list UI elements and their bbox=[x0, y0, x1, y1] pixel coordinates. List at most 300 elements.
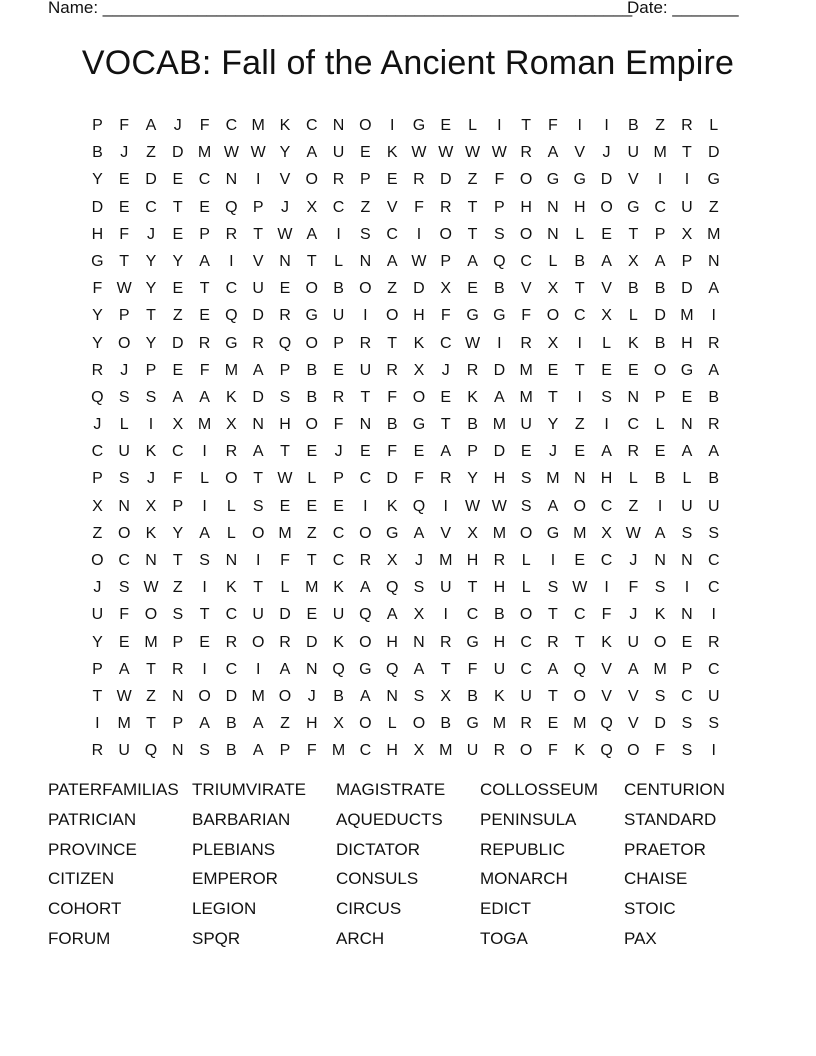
grid-letter[interactable]: P bbox=[654, 388, 666, 406]
grid-letter[interactable]: E bbox=[306, 443, 318, 461]
grid-letter[interactable]: F bbox=[548, 742, 558, 760]
grid-letter[interactable]: T bbox=[306, 552, 317, 569]
grid-letter[interactable]: X bbox=[226, 416, 237, 434]
grid-letter[interactable]: C bbox=[681, 687, 693, 705]
grid-letter[interactable]: R bbox=[707, 334, 720, 352]
grid-letter[interactable]: A bbox=[199, 715, 210, 733]
grid-letter[interactable]: G bbox=[707, 171, 720, 189]
grid-letter[interactable]: N bbox=[305, 660, 318, 678]
grid-letter[interactable]: R bbox=[252, 334, 264, 352]
grid-letter[interactable]: J bbox=[146, 225, 155, 243]
grid-letter[interactable]: T bbox=[172, 552, 183, 569]
grid-letter[interactable]: W bbox=[491, 497, 507, 515]
grid-letter[interactable]: U bbox=[252, 606, 264, 624]
grid-letter[interactable]: U bbox=[707, 497, 720, 515]
grid-letter[interactable]: K bbox=[467, 388, 478, 406]
grid-letter[interactable]: P bbox=[118, 307, 130, 325]
grid-letter[interactable]: C bbox=[600, 552, 613, 569]
grid-letter[interactable]: G bbox=[627, 198, 640, 216]
grid-letter[interactable]: S bbox=[145, 388, 157, 406]
grid-letter[interactable]: A bbox=[386, 606, 398, 624]
grid-letter[interactable]: O bbox=[144, 606, 158, 624]
grid-letter[interactable]: L bbox=[200, 470, 210, 488]
grid-letter[interactable]: X bbox=[92, 497, 103, 515]
grid-letter[interactable]: N bbox=[681, 416, 693, 434]
grid-letter[interactable]: W bbox=[411, 252, 427, 270]
grid-letter[interactable]: P bbox=[199, 225, 210, 243]
grid-letter[interactable]: I bbox=[95, 715, 100, 733]
grid-letter[interactable]: S bbox=[172, 606, 184, 624]
grid-letter[interactable]: Z bbox=[172, 307, 183, 325]
grid-letter[interactable]: M bbox=[492, 715, 507, 733]
grid-letter[interactable]: P bbox=[172, 497, 184, 515]
grid-letter[interactable]: T bbox=[146, 660, 156, 678]
grid-letter[interactable]: M bbox=[492, 524, 507, 542]
grid-letter[interactable]: H bbox=[600, 470, 613, 488]
grid-letter[interactable]: E bbox=[279, 280, 291, 298]
grid-letter[interactable]: X bbox=[172, 416, 184, 434]
grid-letter[interactable]: T bbox=[119, 252, 130, 270]
grid-letter[interactable]: A bbox=[252, 361, 264, 379]
grid-letter[interactable]: D bbox=[305, 633, 318, 651]
grid-letter[interactable]: K bbox=[601, 633, 612, 651]
grid-letter[interactable]: C bbox=[707, 579, 720, 597]
grid-letter[interactable]: M bbox=[707, 225, 721, 243]
grid-letter[interactable]: P bbox=[494, 198, 505, 216]
grid-letter[interactable]: J bbox=[93, 579, 102, 597]
grid-letter[interactable]: A bbox=[601, 252, 612, 270]
grid-letter[interactable]: L bbox=[521, 552, 531, 569]
grid-letter[interactable]: F bbox=[440, 307, 451, 325]
grid-letter[interactable]: L bbox=[280, 579, 290, 597]
grid-letter[interactable]: V bbox=[628, 715, 639, 733]
grid-letter[interactable]: G bbox=[680, 361, 694, 379]
grid-letter[interactable]: N bbox=[252, 416, 264, 434]
grid-letter[interactable]: F bbox=[119, 606, 130, 624]
grid-letter[interactable]: A bbox=[145, 117, 157, 134]
grid-letter[interactable]: W bbox=[625, 524, 641, 542]
grid-letter[interactable]: C bbox=[627, 416, 640, 434]
grid-letter[interactable]: A bbox=[252, 443, 264, 461]
grid-letter[interactable]: N bbox=[225, 552, 238, 569]
grid-letter[interactable]: L bbox=[468, 117, 477, 134]
grid-letter[interactable]: W bbox=[277, 225, 293, 243]
grid-letter[interactable]: B bbox=[92, 144, 103, 162]
grid-letter[interactable]: T bbox=[521, 117, 532, 134]
grid-letter[interactable]: N bbox=[627, 388, 640, 406]
grid-letter[interactable]: R bbox=[332, 388, 345, 406]
grid-letter[interactable]: A bbox=[494, 388, 505, 406]
grid-letter[interactable]: M bbox=[653, 144, 667, 162]
grid-letter[interactable]: R bbox=[707, 416, 720, 434]
grid-letter[interactable]: A bbox=[252, 742, 264, 760]
grid-letter[interactable]: Z bbox=[387, 280, 398, 298]
grid-letter[interactable]: E bbox=[172, 280, 184, 298]
grid-letter[interactable]: U bbox=[493, 660, 506, 678]
grid-letter[interactable]: P bbox=[467, 443, 478, 461]
grid-letter[interactable]: F bbox=[119, 117, 130, 134]
grid-letter[interactable]: F bbox=[494, 171, 505, 189]
grid-letter[interactable]: N bbox=[118, 497, 130, 515]
grid-letter[interactable]: E bbox=[601, 225, 612, 243]
grid-letter[interactable]: D bbox=[145, 171, 157, 189]
grid-letter[interactable]: S bbox=[520, 470, 532, 488]
grid-letter[interactable]: G bbox=[546, 171, 560, 189]
grid-letter[interactable]: T bbox=[548, 687, 558, 705]
grid-letter[interactable]: X bbox=[601, 307, 612, 325]
grid-letter[interactable]: L bbox=[575, 225, 585, 243]
grid-letter[interactable]: E bbox=[440, 388, 452, 406]
grid-letter[interactable]: B bbox=[306, 361, 318, 379]
grid-letter[interactable]: Y bbox=[467, 470, 478, 488]
grid-letter[interactable]: F bbox=[655, 742, 666, 760]
grid-letter[interactable]: O bbox=[600, 198, 613, 216]
grid-letter[interactable]: D bbox=[493, 443, 506, 461]
grid-letter[interactable]: G bbox=[412, 416, 426, 434]
grid-letter[interactable]: M bbox=[653, 660, 667, 678]
grid-letter[interactable]: L bbox=[226, 497, 236, 515]
grid-letter[interactable]: S bbox=[601, 388, 612, 406]
grid-letter[interactable]: R bbox=[225, 443, 238, 461]
grid-letter[interactable]: E bbox=[333, 497, 344, 515]
grid-letter[interactable]: A bbox=[118, 660, 130, 678]
grid-letter[interactable]: I bbox=[443, 606, 448, 624]
grid-letter[interactable]: V bbox=[628, 687, 639, 705]
grid-letter[interactable]: I bbox=[604, 416, 609, 434]
grid-letter[interactable]: S bbox=[252, 497, 264, 515]
grid-letter[interactable]: J bbox=[629, 606, 638, 624]
grid-letter[interactable]: P bbox=[654, 225, 666, 243]
grid-letter[interactable]: C bbox=[573, 307, 586, 325]
grid-letter[interactable]: L bbox=[307, 470, 317, 488]
grid-letter[interactable]: S bbox=[681, 742, 693, 760]
grid-letter[interactable]: O bbox=[91, 552, 104, 569]
grid-letter[interactable]: X bbox=[413, 742, 425, 760]
grid-letter[interactable]: U bbox=[118, 443, 130, 461]
grid-letter[interactable]: A bbox=[360, 687, 371, 705]
grid-letter[interactable]: C bbox=[172, 443, 184, 461]
grid-letter[interactable]: Q bbox=[412, 497, 426, 515]
grid-letter[interactable]: D bbox=[681, 280, 693, 298]
grid-letter[interactable]: Q bbox=[573, 660, 586, 678]
grid-letter[interactable]: B bbox=[708, 388, 720, 406]
grid-letter[interactable]: J bbox=[120, 144, 129, 162]
grid-letter[interactable]: A bbox=[681, 443, 693, 461]
grid-letter[interactable]: M bbox=[492, 416, 507, 434]
grid-letter[interactable]: O bbox=[305, 280, 318, 298]
grid-letter[interactable]: T bbox=[574, 361, 585, 379]
grid-letter[interactable]: O bbox=[359, 633, 372, 651]
grid-letter[interactable]: K bbox=[145, 524, 157, 542]
grid-letter[interactable]: Q bbox=[600, 715, 613, 733]
grid-letter[interactable]: N bbox=[332, 117, 345, 134]
grid-letter[interactable]: D bbox=[172, 144, 184, 162]
grid-letter[interactable]: S bbox=[708, 524, 720, 542]
grid-letter[interactable]: F bbox=[601, 606, 612, 624]
grid-letter[interactable]: J bbox=[602, 144, 611, 162]
grid-letter[interactable]: S bbox=[520, 497, 532, 515]
grid-letter[interactable]: J bbox=[441, 361, 450, 379]
grid-letter[interactable]: G bbox=[91, 252, 104, 270]
grid-letter[interactable]: G bbox=[225, 334, 238, 352]
grid-letter[interactable]: Q bbox=[493, 252, 506, 270]
grid-letter[interactable]: U bbox=[627, 633, 640, 651]
grid-letter[interactable]: B bbox=[654, 334, 666, 352]
grid-letter[interactable]: N bbox=[172, 742, 184, 760]
grid-letter[interactable]: O bbox=[359, 117, 372, 134]
grid-letter[interactable]: R bbox=[439, 633, 452, 651]
grid-letter[interactable]: H bbox=[386, 742, 398, 760]
grid-letter[interactable]: C bbox=[225, 280, 238, 298]
grid-letter[interactable]: T bbox=[387, 334, 398, 352]
grid-letter[interactable]: Y bbox=[92, 171, 103, 189]
grid-letter[interactable]: T bbox=[360, 388, 371, 406]
grid-letter[interactable]: B bbox=[654, 470, 666, 488]
grid-letter[interactable]: O bbox=[519, 225, 533, 243]
grid-letter[interactable]: U bbox=[466, 742, 479, 760]
grid-letter[interactable]: I bbox=[389, 117, 395, 134]
grid-letter[interactable]: P bbox=[92, 470, 103, 488]
grid-letter[interactable]: O bbox=[359, 715, 372, 733]
grid-letter[interactable]: G bbox=[385, 524, 399, 542]
grid-letter[interactable]: J bbox=[414, 552, 423, 569]
grid-letter[interactable]: A bbox=[199, 524, 210, 542]
grid-letter[interactable]: I bbox=[711, 606, 716, 624]
grid-letter[interactable]: Z bbox=[467, 171, 478, 189]
grid-letter[interactable]: B bbox=[333, 280, 344, 298]
grid-letter[interactable]: X bbox=[413, 606, 425, 624]
grid-letter[interactable]: P bbox=[145, 361, 157, 379]
grid-letter[interactable]: W bbox=[411, 144, 427, 162]
grid-letter[interactable]: H bbox=[91, 225, 104, 243]
grid-letter[interactable]: J bbox=[307, 687, 316, 705]
grid-letter[interactable]: E bbox=[413, 443, 425, 461]
grid-letter[interactable]: Y bbox=[92, 334, 103, 352]
grid-letter[interactable]: V bbox=[601, 687, 612, 705]
grid-letter[interactable]: T bbox=[467, 579, 478, 597]
grid-letter[interactable]: G bbox=[359, 660, 372, 678]
grid-letter[interactable]: M bbox=[519, 361, 533, 379]
grid-letter[interactable]: Y bbox=[172, 524, 184, 542]
grid-letter[interactable]: U bbox=[520, 687, 532, 705]
grid-letter[interactable]: T bbox=[467, 198, 478, 216]
grid-letter[interactable]: T bbox=[574, 633, 585, 651]
grid-letter[interactable]: E bbox=[333, 361, 344, 379]
grid-letter[interactable]: I bbox=[604, 579, 609, 597]
grid-letter[interactable]: N bbox=[145, 552, 157, 569]
grid-letter[interactable]: C bbox=[225, 660, 238, 678]
grid-letter[interactable]: T bbox=[440, 660, 451, 678]
grid-letter[interactable]: R bbox=[359, 552, 372, 569]
grid-letter[interactable]: A bbox=[547, 497, 559, 515]
grid-letter[interactable]: J bbox=[93, 416, 102, 434]
name-field[interactable]: Name: ________________________________________________________ bbox=[48, 0, 633, 17]
grid-letter[interactable]: D bbox=[279, 606, 291, 624]
grid-letter[interactable]: S bbox=[118, 579, 130, 597]
grid-letter[interactable]: K bbox=[628, 334, 639, 352]
grid-letter[interactable]: H bbox=[466, 552, 479, 569]
grid-letter[interactable]: C bbox=[466, 606, 479, 624]
grid-letter[interactable]: O bbox=[305, 334, 318, 352]
grid-letter[interactable]: V bbox=[386, 198, 398, 216]
grid-letter[interactable]: T bbox=[146, 307, 156, 325]
grid-letter[interactable]: L bbox=[628, 470, 638, 488]
grid-letter[interactable]: S bbox=[681, 715, 693, 733]
grid-letter[interactable]: A bbox=[413, 660, 425, 678]
grid-letter[interactable]: B bbox=[226, 742, 237, 760]
grid-letter[interactable]: C bbox=[332, 198, 345, 216]
grid-letter[interactable]: R bbox=[91, 742, 104, 760]
grid-letter[interactable]: E bbox=[601, 361, 612, 379]
grid-letter[interactable]: O bbox=[653, 361, 667, 379]
grid-letter[interactable]: I bbox=[416, 225, 422, 243]
grid-letter[interactable]: U bbox=[439, 579, 452, 597]
grid-letter[interactable]: P bbox=[279, 361, 291, 379]
grid-letter[interactable]: F bbox=[119, 225, 130, 243]
grid-letter[interactable]: E bbox=[654, 443, 666, 461]
grid-letter[interactable]: P bbox=[440, 252, 452, 270]
grid-letter[interactable]: X bbox=[440, 280, 452, 298]
grid-letter[interactable]: Z bbox=[574, 416, 585, 434]
grid-letter[interactable]: E bbox=[118, 171, 130, 189]
grid-letter[interactable]: I bbox=[255, 552, 261, 569]
grid-letter[interactable]: D bbox=[654, 307, 666, 325]
grid-letter[interactable]: A bbox=[628, 660, 639, 678]
grid-letter[interactable]: B bbox=[628, 280, 639, 298]
grid-letter[interactable]: V bbox=[601, 660, 612, 678]
grid-letter[interactable]: S bbox=[708, 715, 720, 733]
grid-letter[interactable]: G bbox=[466, 715, 479, 733]
grid-letter[interactable]: D bbox=[413, 280, 425, 298]
grid-letter[interactable]: T bbox=[92, 687, 103, 705]
grid-letter[interactable]: T bbox=[172, 198, 183, 216]
grid-letter[interactable]: J bbox=[173, 117, 182, 134]
grid-letter[interactable]: R bbox=[279, 307, 291, 325]
grid-letter[interactable]: I bbox=[577, 117, 582, 134]
grid-letter[interactable]: O bbox=[305, 416, 318, 434]
grid-letter[interactable]: P bbox=[92, 660, 103, 678]
grid-letter[interactable]: M bbox=[305, 579, 319, 597]
grid-letter[interactable]: F bbox=[467, 660, 478, 678]
grid-letter[interactable]: N bbox=[386, 687, 398, 705]
grid-letter[interactable]: F bbox=[387, 388, 398, 406]
grid-letter[interactable]: M bbox=[573, 715, 587, 733]
grid-letter[interactable]: U bbox=[118, 742, 130, 760]
grid-letter[interactable]: U bbox=[520, 416, 532, 434]
grid-letter[interactable]: C bbox=[707, 552, 720, 569]
grid-letter[interactable]: G bbox=[493, 307, 506, 325]
grid-letter[interactable]: F bbox=[280, 552, 290, 569]
grid-letter[interactable]: K bbox=[574, 742, 586, 760]
grid-letter[interactable]: K bbox=[494, 687, 505, 705]
grid-letter[interactable]: U bbox=[91, 606, 104, 624]
grid-letter[interactable]: O bbox=[546, 307, 560, 325]
grid-letter[interactable]: L bbox=[655, 416, 665, 434]
grid-letter[interactable]: J bbox=[548, 443, 557, 461]
grid-letter[interactable]: L bbox=[628, 307, 638, 325]
grid-letter[interactable]: E bbox=[199, 633, 210, 651]
grid-letter[interactable]: O bbox=[359, 280, 372, 298]
grid-letter[interactable]: S bbox=[494, 225, 505, 243]
grid-letter[interactable]: X bbox=[628, 252, 639, 270]
grid-letter[interactable]: I bbox=[711, 307, 716, 325]
grid-letter[interactable]: O bbox=[653, 633, 667, 651]
grid-letter[interactable]: F bbox=[199, 361, 210, 379]
grid-letter[interactable]: M bbox=[331, 742, 346, 760]
grid-letter[interactable]: R bbox=[225, 633, 238, 651]
grid-letter[interactable]: T bbox=[253, 225, 264, 243]
grid-letter[interactable]: H bbox=[413, 307, 425, 325]
grid-letter[interactable]: N bbox=[359, 252, 372, 270]
grid-letter[interactable]: H bbox=[520, 198, 532, 216]
grid-letter[interactable]: Q bbox=[600, 742, 613, 760]
grid-letter[interactable]: W bbox=[277, 470, 293, 488]
grid-letter[interactable]: C bbox=[332, 552, 345, 569]
grid-letter[interactable]: O bbox=[412, 388, 426, 406]
grid-letter[interactable]: R bbox=[279, 633, 291, 651]
grid-letter[interactable]: S bbox=[413, 579, 425, 597]
grid-letter[interactable]: S bbox=[118, 470, 130, 488]
grid-letter[interactable]: J bbox=[146, 470, 155, 488]
grid-letter[interactable]: I bbox=[497, 334, 502, 352]
grid-letter[interactable]: M bbox=[144, 633, 158, 651]
grid-letter[interactable]: O bbox=[225, 470, 238, 488]
grid-letter[interactable]: L bbox=[682, 470, 692, 488]
grid-letter[interactable]: F bbox=[172, 470, 183, 488]
grid-letter[interactable]: O bbox=[117, 524, 131, 542]
grid-letter[interactable]: D bbox=[439, 171, 452, 189]
grid-letter[interactable]: A bbox=[360, 579, 371, 597]
grid-letter[interactable]: E bbox=[574, 443, 586, 461]
grid-letter[interactable]: S bbox=[681, 524, 693, 542]
grid-letter[interactable]: N bbox=[573, 470, 586, 488]
grid-letter[interactable]: U bbox=[332, 307, 345, 325]
grid-letter[interactable]: M bbox=[573, 524, 587, 542]
grid-letter[interactable]: A bbox=[601, 443, 612, 461]
grid-letter[interactable]: Q bbox=[225, 198, 238, 216]
grid-letter[interactable]: Z bbox=[655, 117, 666, 134]
grid-letter[interactable]: I bbox=[577, 388, 582, 406]
grid-letter[interactable]: Y bbox=[92, 633, 103, 651]
grid-letter[interactable]: H bbox=[386, 633, 398, 651]
grid-letter[interactable]: V bbox=[601, 280, 612, 298]
grid-letter[interactable]: B bbox=[467, 416, 478, 434]
grid-letter[interactable]: O bbox=[251, 633, 265, 651]
grid-letter[interactable]: D bbox=[386, 470, 398, 488]
grid-letter[interactable]: I bbox=[202, 497, 207, 515]
grid-letter[interactable]: A bbox=[440, 443, 452, 461]
grid-letter[interactable]: I bbox=[684, 171, 690, 189]
grid-letter[interactable]: B bbox=[494, 280, 505, 298]
grid-letter[interactable]: B bbox=[628, 117, 639, 134]
grid-letter[interactable]: L bbox=[709, 117, 719, 134]
grid-letter[interactable]: P bbox=[252, 198, 264, 216]
grid-letter[interactable]: G bbox=[466, 307, 479, 325]
grid-letter[interactable]: R bbox=[91, 361, 104, 379]
grid-letter[interactable]: O bbox=[278, 687, 292, 705]
grid-letter[interactable]: P bbox=[333, 470, 344, 488]
grid-letter[interactable]: T bbox=[253, 470, 264, 488]
grid-letter[interactable]: I bbox=[657, 171, 663, 189]
grid-letter[interactable]: F bbox=[414, 470, 424, 488]
grid-letter[interactable]: U bbox=[681, 497, 693, 515]
grid-letter[interactable]: L bbox=[387, 715, 397, 733]
grid-letter[interactable]: C bbox=[225, 606, 238, 624]
grid-letter[interactable]: T bbox=[199, 280, 210, 298]
grid-letter[interactable]: O bbox=[412, 715, 426, 733]
grid-letter[interactable]: H bbox=[493, 579, 506, 597]
grid-letter[interactable]: S bbox=[360, 225, 371, 243]
